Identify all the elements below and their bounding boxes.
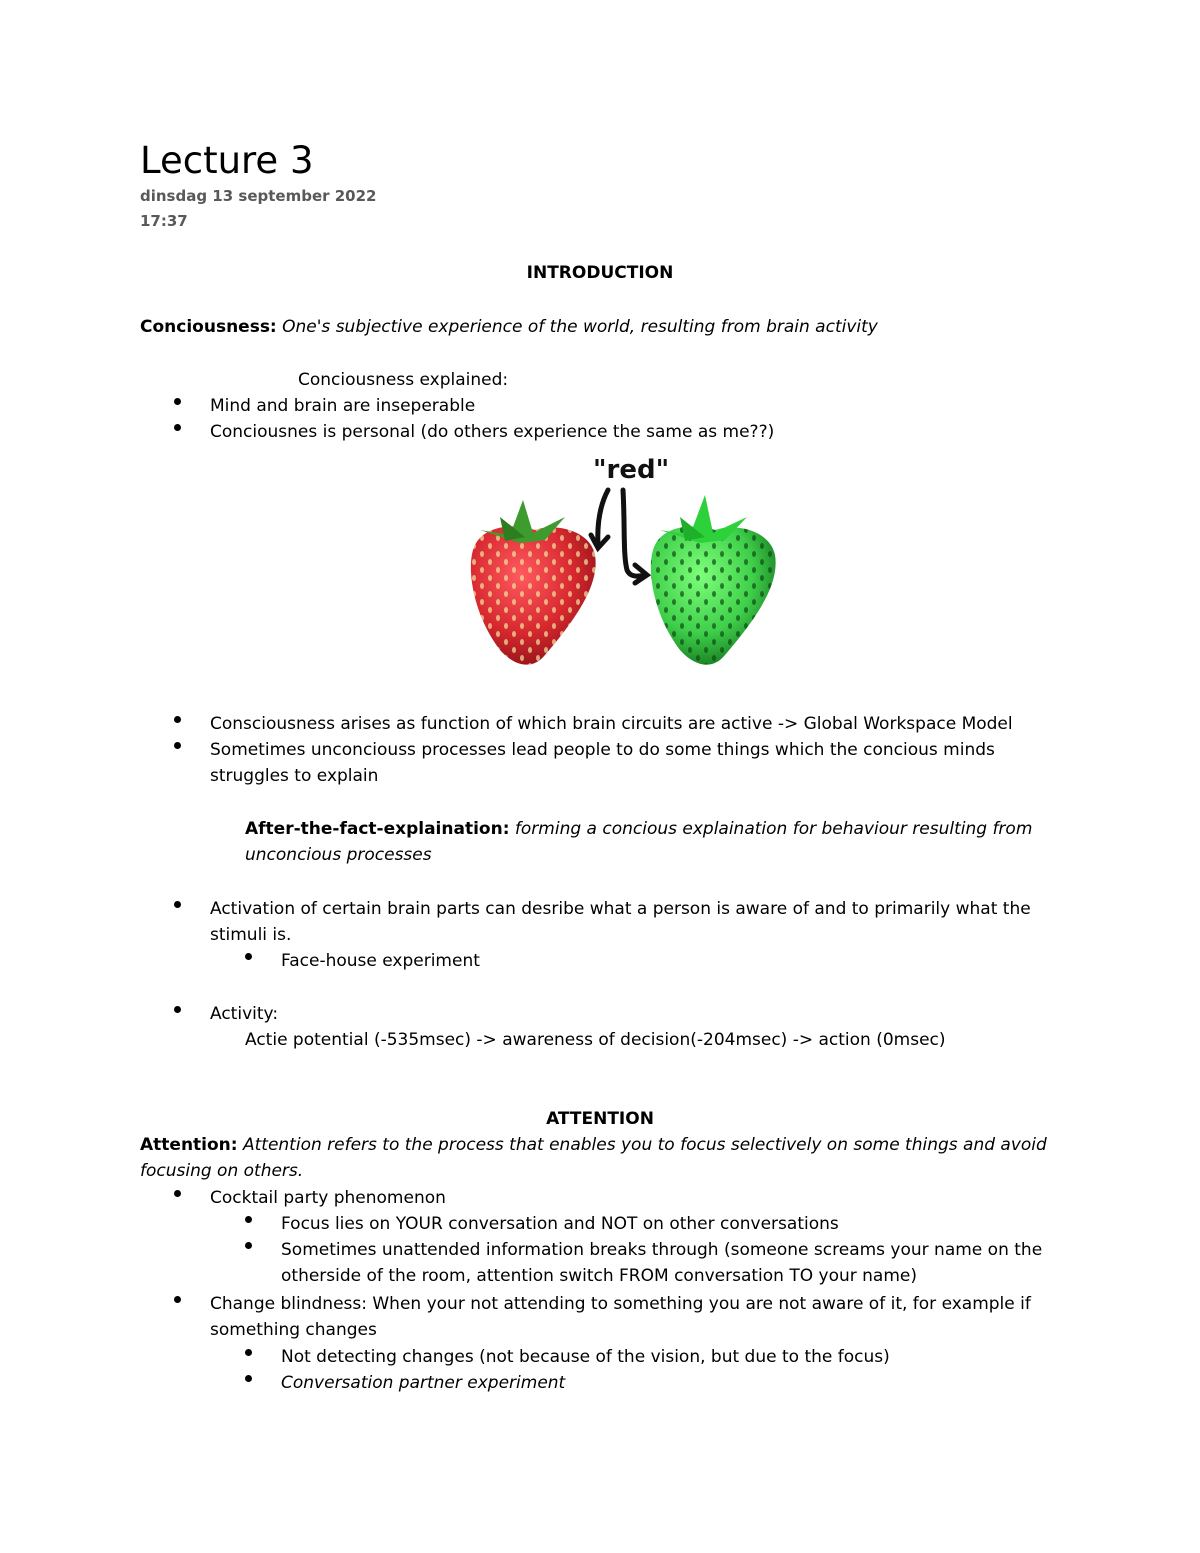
consciousness-definition bbox=[140, 314, 878, 340]
definition-text-continuation: unconcious processes bbox=[245, 845, 432, 865]
after-the-fact-definition bbox=[245, 816, 1032, 842]
definition-text: Attention refers to the process that enables you to focus selectively on some things and avoid bbox=[242, 1135, 1047, 1155]
page-time: 17:37 bbox=[140, 212, 188, 230]
bullet-icon bbox=[245, 1349, 252, 1356]
bullet-icon bbox=[174, 398, 181, 405]
attention-definition bbox=[140, 1132, 1047, 1158]
image-label: "red" bbox=[593, 455, 670, 485]
list-item-continuation: something changes bbox=[210, 1320, 377, 1340]
sub-list-item: Sometimes unattended information breaks through (someone screams your name on the bbox=[281, 1240, 1043, 1260]
section-heading-attention: ATTENTION bbox=[546, 1109, 654, 1129]
definition-text: One's subjective experience of the world, resulting from brain activity bbox=[282, 317, 878, 337]
bullet-icon bbox=[174, 742, 181, 749]
list-item: Activity: bbox=[210, 1004, 279, 1024]
list-item: Activation of certain brain parts can desribe what a person is aware of and to primarily what the bbox=[210, 899, 1031, 919]
bullet-icon bbox=[174, 716, 181, 723]
bullet-icon bbox=[245, 953, 252, 960]
section-heading-introduction: INTRODUCTION bbox=[526, 263, 674, 283]
bullet-icon bbox=[245, 1216, 252, 1223]
list-item-continuation: stimuli is. bbox=[210, 925, 292, 945]
activity-text: Actie potential (-535msec) -> awareness of decision(-204msec) -> action (0msec) bbox=[245, 1030, 946, 1050]
list-item: Sometimes unconciouss processes lead people to do some things which the concious minds bbox=[210, 740, 995, 760]
list-item-continuation: struggles to explain bbox=[210, 766, 379, 786]
page-date: dinsdag 13 september 2022 bbox=[140, 187, 377, 205]
bullet-icon bbox=[174, 901, 181, 908]
consciousness-explained-label: Conciousness explained: bbox=[298, 370, 509, 390]
strawberry-red-green-illustration bbox=[405, 445, 860, 683]
sub-list-item: Face-house experiment bbox=[281, 951, 480, 971]
bullet-icon bbox=[174, 1006, 181, 1013]
sub-list-item: Not detecting changes (not because of the vision, but due to the focus) bbox=[281, 1347, 890, 1367]
bullet-icon bbox=[245, 1375, 252, 1382]
sub-list-item-continuation: otherside of the room, attention switch FROM conversation TO your name) bbox=[281, 1266, 917, 1286]
definition-text-continuation: focusing on others. bbox=[140, 1161, 304, 1181]
list-item: Change blindness: When your not attending to something you are not aware of it, for example if bbox=[210, 1294, 1031, 1314]
list-item: Consciousness arises as function of which brain circuits are active -> Global Workspace Model bbox=[210, 714, 1013, 734]
definition-term: Attention: bbox=[140, 1135, 238, 1155]
bullet-icon bbox=[245, 1242, 252, 1249]
sub-list-item: Focus lies on YOUR conversation and NOT on other conversations bbox=[281, 1214, 839, 1234]
bullet-icon bbox=[174, 1296, 181, 1303]
list-item: Cocktail party phenomenon bbox=[210, 1188, 446, 1208]
strawberry-image bbox=[405, 445, 860, 683]
bullet-icon bbox=[174, 424, 181, 431]
list-item: Mind and brain are inseperable bbox=[210, 396, 476, 416]
sub-list-item: Conversation partner experiment bbox=[281, 1373, 566, 1393]
definition-term: Conciousness: bbox=[140, 317, 277, 337]
definition-term: After-the-fact-explaination: bbox=[245, 819, 510, 839]
list-item: Conciousnes is personal (do others experience the same as me??) bbox=[210, 422, 775, 442]
page-title: Lecture 3 bbox=[140, 139, 314, 182]
definition-text: forming a concious explaination for behaviour resulting from bbox=[514, 819, 1033, 839]
bullet-icon bbox=[174, 1190, 181, 1197]
